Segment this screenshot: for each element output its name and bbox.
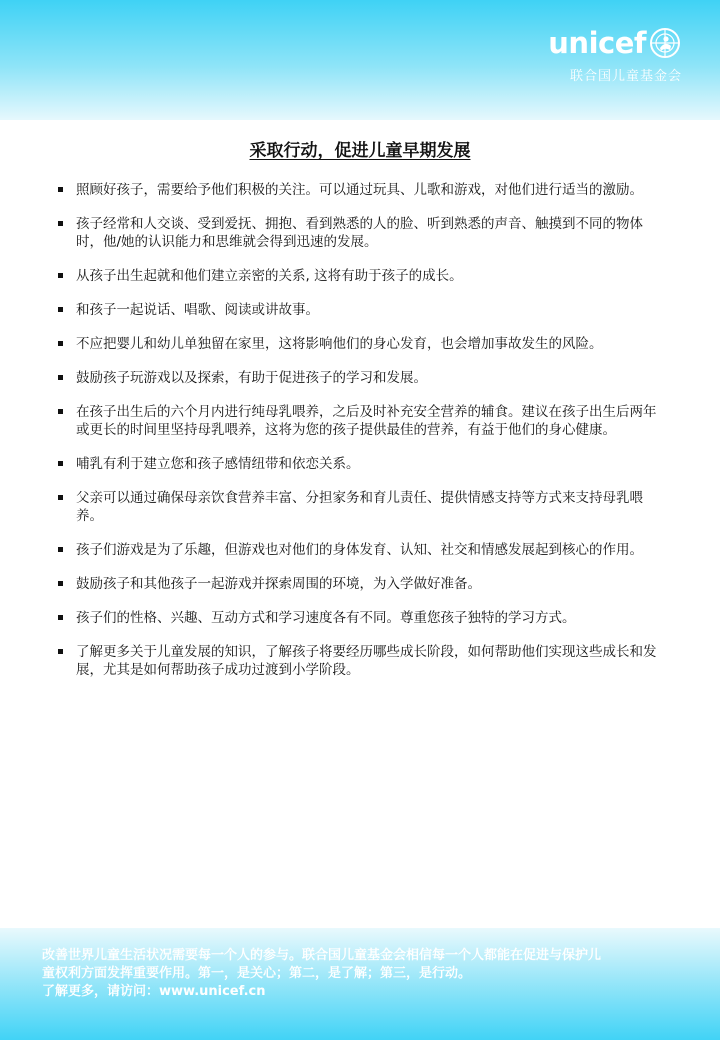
list-item: 鼓励孩子玩游戏以及探索，有助于促进孩子的学习和发展。 <box>57 369 665 387</box>
list-item: 从孩子出生起就和他们建立亲密的关系, 这将有助于孩子的成长。 <box>57 267 665 285</box>
bullet-list <box>57 181 665 695</box>
list-item: 鼓励孩子和其他孩子一起游戏并探索周围的环境，为入学做好准备。 <box>57 575 665 593</box>
list-item: 孩子们的性格、兴趣、互动方式和学习速度各有不同。尊重您孩子独特的学习方式。 <box>57 609 665 627</box>
list-item: 照顾好孩子，需要给予他们积极的关注。可以通过玩具、儿歌和游戏，对他们进行适当的激励。 <box>57 181 665 199</box>
list-item: 孩子经常和人交谈、受到爱抚、拥抱、看到熟悉的人的脸、听到熟悉的声音、触摸到不同的物体时，他/她的认识能力和思维就会得到迅速的发展。 <box>57 215 665 251</box>
list-item: 孩子们游戏是为了乐趣，但游戏也对他们的身体发育、认知、社交和情感发展起到核心的作用。 <box>57 541 665 559</box>
unicef-emblem-icon <box>648 26 682 60</box>
page-title: 采取行动，促进儿童早期发展 <box>249 141 471 161</box>
footer-link-line[interactable]: 了解更多，请访问：www.unicef.cn <box>42 984 266 999</box>
footer-text <box>42 947 682 1001</box>
footer-line: 改善世界儿童生活状况需要每一个人的参与。联合国儿童基金会相信每一个人都能在促进与保护儿 <box>42 948 602 963</box>
list-item: 在孩子出生后的六个月内进行纯母乳喂养，之后及时补充安全营养的辅食。建议在孩子出生后两年或更长的时间里坚持母乳喂养，这将为您的孩子提供最佳的营养，有益于他们的身心健康。 <box>57 403 665 439</box>
list-item: 父亲可以通过确保母亲饮食营养丰富、分担家务和育儿责任、提供情感支持等方式来支持母乳喂养。 <box>57 489 665 525</box>
footer-banner <box>0 928 720 1040</box>
list-item: 不应把婴儿和幼儿单独留在家里，这将影响他们的身心发育，也会增加事故发生的风险。 <box>57 335 665 353</box>
logo-subtitle: 联合国儿童基金会 <box>569 69 682 84</box>
list-item: 了解更多关于儿童发展的知识，了解孩子将要经历哪些成长阶段，如何帮助他们实现这些成长和发展，尤其是如何帮助孩子成功过渡到小学阶段。 <box>57 643 665 679</box>
list-item: 和孩子一起说话、唱歌、阅读或讲故事。 <box>57 301 665 319</box>
header-banner <box>0 0 720 120</box>
list-item: 哺乳有利于建立您和孩子感情纽带和依恋关系。 <box>57 455 665 473</box>
footer-line: 童权利方面发挥重要作用。第一，是关心；第二，是了解；第三，是行动。 <box>42 966 472 981</box>
logo-wordmark: unicef <box>548 26 646 60</box>
unicef-logo <box>522 24 682 88</box>
